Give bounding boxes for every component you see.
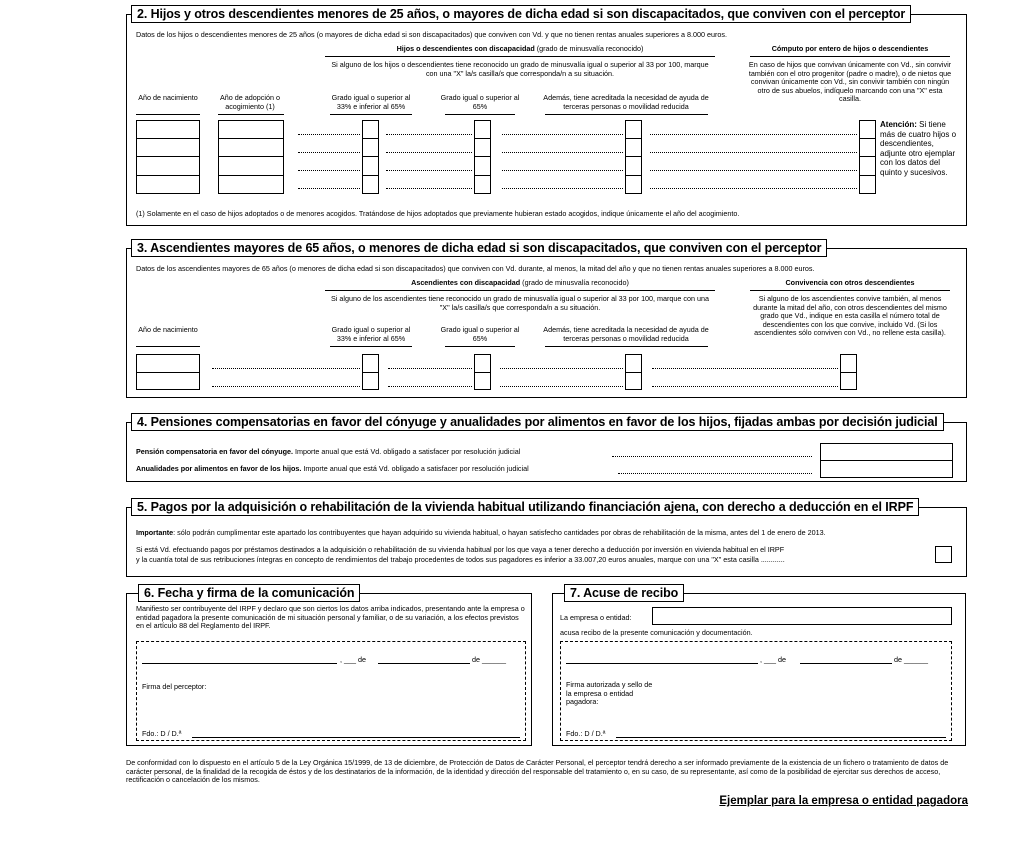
leader-dots [650, 188, 857, 189]
date-separator: , ___ de [340, 655, 366, 664]
divider [859, 175, 876, 176]
divider [136, 114, 200, 115]
hijos-grado-33-checkboxes[interactable] [362, 120, 379, 194]
divider [362, 156, 379, 157]
leader-dots [650, 170, 857, 171]
divider [362, 175, 379, 176]
leader-dots [298, 170, 360, 171]
section-6-title: 6. Fecha y firma de la comunicación [138, 584, 360, 602]
section-2-footnote: (1) Solamente en el caso de hijos adoptados o de menores acogidos. Tratándose de hijos adoptados que previamente hubieran estado acogidos, indique únicamente el año del acogimiento. [136, 209, 740, 218]
leader-dots [388, 368, 472, 369]
leader-dots [500, 386, 623, 387]
fdo-name-input[interactable] [192, 737, 520, 738]
fdo-label: Fdo.: D / D.ª [566, 729, 606, 738]
divider [325, 290, 715, 291]
section-3-conv-heading: Convivencia con otros descendientes [785, 278, 915, 287]
col-ayuda-asc: Además, tiene acreditada la necesidad de ayuda de terceras personas o movilidad reducida [543, 325, 709, 343]
divider [218, 175, 284, 176]
section-5-line1: Si está Vd. efectuando pagos por préstamos destinados a la adquisición o rehabilitación de su vivienda habitual por los que vaya a tener derecho a deducción por inversión en vivienda habitual en el IRPF [136, 545, 785, 554]
divider [136, 346, 200, 347]
leader-dots [388, 386, 472, 387]
divider [136, 156, 200, 157]
divider [474, 156, 491, 157]
section-3-disc-heading: Ascendientes con discapacidad (grado de minusvalía reconocido) [411, 278, 629, 287]
fdo-name-input[interactable] [616, 737, 946, 738]
acusa-recibo-text: acusa recibo de la presente comunicación y documentación. [560, 628, 753, 637]
divider [859, 138, 876, 139]
section-5-title: 5. Pagos por la adquisición o rehabilitación de la vivienda habitual utilizando financiación ajena, con derecho a deducción en el IRPF [131, 498, 919, 516]
divider [625, 372, 642, 373]
section-2-computo-note: En caso de hijos que convivan únicamente con Vd., sin convivir también con el otro progenitor (padre o madre), o de nietos que convivan únicamente con Vd., sin convivir también con ningún otro de sus abuelos, indíquelo marcando con una "X" esta casilla. [748, 60, 952, 104]
leader-dots [386, 188, 472, 189]
divider [474, 138, 491, 139]
leader-dots [502, 152, 623, 153]
divider [330, 114, 412, 115]
pension-amount-input[interactable] [820, 443, 953, 461]
leader-dots [386, 134, 472, 135]
divider [545, 346, 708, 347]
divider [325, 56, 715, 57]
divider [445, 114, 515, 115]
divider [218, 138, 284, 139]
hijos-nacimiento-grid[interactable] [136, 120, 200, 194]
year-separator: de ______ [472, 655, 506, 664]
divider [218, 114, 284, 115]
leader-dots [500, 368, 623, 369]
col-grado-33-asc: Grado igual o superior al 33% e inferior al 65% [331, 325, 411, 343]
section-2-intro: Datos de los hijos o descendientes menores de 25 años (o mayores de dicha edad si son discapacitados) que conviven con Vd. y que no tienen rentas anuales superiores a 8.000 euros. [136, 30, 727, 39]
divider [750, 290, 950, 291]
section-3-conv-note: Si alguno de los ascendientes convive también, al menos durante la mitad del año, con otros descendientes del mismo grado que Vd., indique en esta casilla el número total de descendientes con los que convive, incluido Vd. (Si los ascendientes sólo conviven con Vd., no rellene esta casilla). [753, 294, 947, 338]
empresa-input[interactable] [652, 607, 952, 625]
fdo-label: Fdo.: D / D.ª [142, 729, 182, 738]
divider [136, 138, 200, 139]
section-3-title: 3. Ascendientes mayores de 65 años, o menores de dicha edad si son discapacitados, que conviven con el perceptor [131, 239, 827, 257]
copy-label: Ejemplar para la empresa o entidad pagadora [719, 795, 968, 807]
empresa-label: La empresa o entidad: [560, 613, 632, 622]
leader-dots [386, 170, 472, 171]
col-ayuda-terceros: Además, tiene acreditada la necesidad de ayuda de terceras personas o movilidad reducida [543, 93, 709, 111]
leader-dots [650, 152, 857, 153]
section-7-title: 7. Acuse de recibo [564, 584, 684, 602]
section-2-disc-note: Si alguno de los hijos o descendientes tiene reconocido un grado de minusvalía igual o superior al 33 por 100, marque con una "X" la/s casilla/s que corresponda/n a su situación. [331, 60, 709, 78]
leader-dots [612, 456, 812, 457]
hijos-ayuda-checkboxes[interactable] [625, 120, 642, 194]
divider [840, 372, 857, 373]
col-ano-adopcion: Año de adopción o acogimiento (1) [220, 93, 280, 111]
section-3-intro: Datos de los ascendientes mayores de 65 años (o menores de dicha edad si son discapacitados) que conviven con Vd. durante, al menos, la mitad del año y que no tienen rentas anuales superiores a 8.000 euros. [136, 264, 815, 273]
vivienda-checkbox[interactable] [935, 546, 952, 563]
firma-autorizada-label: Firma autorizada y sello de la empresa o entidad pagadora: [566, 680, 653, 707]
hijos-computo-checkboxes[interactable] [859, 120, 876, 194]
atencion-note: Atención: Si tiene más de cuatro hijos o descendientes, adjunte otro ejemplar con los datos del quinto y sucesivos. [880, 120, 957, 177]
leader-dots [650, 134, 857, 135]
section-2-title: 2. Hijos y otros descendientes menores de 25 años, o mayores de dicha edad si son discapacitados, que conviven con el perceptor [131, 5, 911, 23]
leader-dots [652, 386, 838, 387]
anualidades-row-label: Anualidades por alimentos en favor de los hijos. Importe anual que está Vd. obligado a satisfacer por resolución judicial [136, 464, 529, 473]
col-grado-65-asc: Grado igual o superior al 65% [440, 325, 520, 343]
divider [625, 175, 642, 176]
divider [474, 372, 491, 373]
divider [362, 138, 379, 139]
divider [859, 156, 876, 157]
section-2-computo-heading: Cómputo por entero de hijos o descendientes [771, 44, 929, 53]
firma-perceptor-label: Firma del perceptor: [142, 682, 207, 691]
divider [136, 372, 200, 373]
section-3-disc-note: Si alguno de los ascendientes tiene reconocido un grado de minusvalía igual o superior al 33 por 100, marque con una "X" la/s casilla/s que corresponda/n a su situación. [331, 294, 709, 312]
date-separator: , ___ de [760, 655, 786, 664]
leader-dots [212, 368, 360, 369]
divider [136, 175, 200, 176]
col-ano-nacimiento: Año de nacimiento [138, 93, 198, 102]
divider [362, 372, 379, 373]
leader-dots [212, 386, 360, 387]
divider [545, 114, 708, 115]
year-separator: de ______ [894, 655, 928, 664]
divider [625, 156, 642, 157]
section-5 [126, 507, 967, 577]
leader-dots [298, 152, 360, 153]
month-input[interactable] [800, 663, 892, 664]
col-grado-65: Grado igual o superior al 65% [440, 93, 520, 111]
section-4-title: 4. Pensiones compensatorias en favor del cónyuge y anualidades por alimentos en favor de los hijos, fijadas ambas por decisión judicial [131, 413, 944, 431]
section-5-line2: y la cuantía total de sus retribuciones íntegras en concepto de rendimientos del trabajo procedentes de todos sus pagadores es inferior a 33.007,20 euros anuales, marque con una "X" esta casilla ............ [136, 555, 785, 564]
month-input[interactable] [378, 663, 470, 664]
hijos-grado-65-checkboxes[interactable] [474, 120, 491, 194]
section-2-disc-heading: Hijos o descendientes con discapacidad (grado de minusvalía reconocido) [396, 44, 644, 53]
leader-dots [386, 152, 472, 153]
section-6-text: Manifiesto ser contribuyente del IRPF y declaro que son ciertos los datos arriba indicados, presentando ante la empresa o entidad pagadora la presente comunicación de mi situación personal y familiar, o de su variación, a los efectos previstos en el artículo 88 del Reglamento del IRPF. [136, 604, 525, 631]
place-input[interactable] [566, 663, 758, 664]
leader-dots [618, 473, 812, 474]
divider [625, 138, 642, 139]
divider [218, 156, 284, 157]
col-ano-nacimiento-asc: Año de nacimiento [138, 325, 198, 334]
col-grado-33: Grado igual o superior al 33% e inferior al 65% [331, 93, 411, 111]
leader-dots [502, 170, 623, 171]
leader-dots [502, 134, 623, 135]
anualidades-amount-input[interactable] [820, 460, 953, 478]
section-5-importante: Importante: sólo podrán cumplimentar este apartado los contribuyentes que hayan adquirido su vivienda habitual, o hayan satisfecho cantidades por obras de rehabilitación de la misma, antes del 1 de enero de 2013. [136, 528, 826, 537]
place-input[interactable] [142, 663, 337, 664]
divider [474, 175, 491, 176]
leader-dots [502, 188, 623, 189]
pension-row-label: Pensión compensatoria en favor del cónyuge. Importe anual que está Vd. obligado a satisfacer por resolución judicial [136, 447, 521, 456]
hijos-adopcion-grid[interactable] [218, 120, 284, 194]
divider [330, 346, 412, 347]
divider [750, 56, 950, 57]
leader-dots [298, 188, 360, 189]
leader-dots [652, 368, 838, 369]
legal-notice: De conformidad con lo dispuesto en el artículo 5 de la Ley Orgánica 15/1999, de 13 de diciembre, de Protección de Datos de Carácter Personal, el perceptor tendrá derecho a ser informado previamente de la existencia de un fichero o tratamiento de datos de carácter personal, de la finalidad de la recogida de éstos y de los destinatarios de la información, de la identidad y dirección del responsable del tratamiento o, en su caso, de su representante, así como de la posibilidad de ejercitar sus derechos de acceso, rectificación o cancelación de los mismos. [126, 758, 949, 785]
leader-dots [298, 134, 360, 135]
divider [445, 346, 515, 347]
